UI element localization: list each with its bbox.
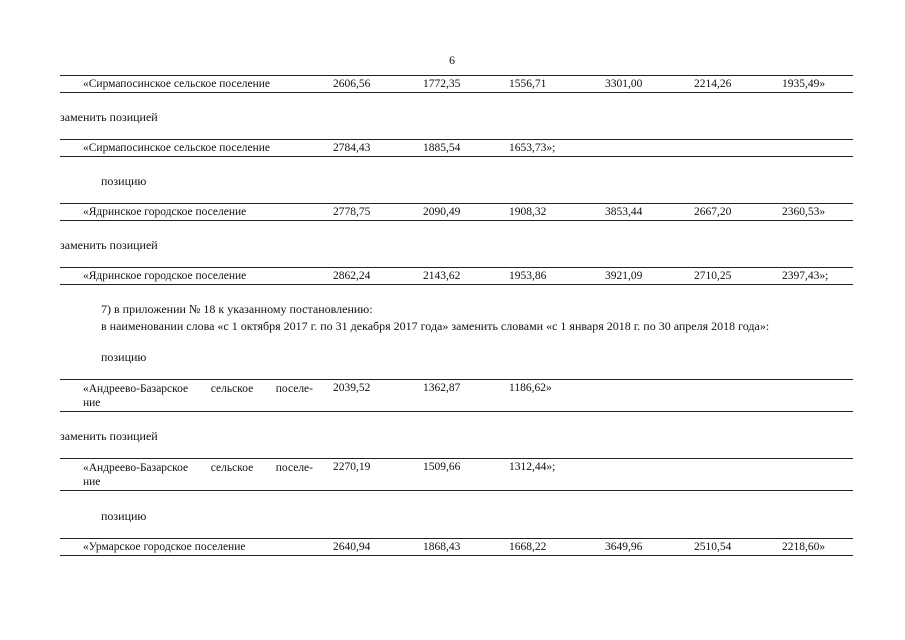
table-rule <box>60 490 853 491</box>
position-label: позицию <box>101 350 147 364</box>
page-number: 6 <box>449 53 455 67</box>
table-rule <box>60 156 853 157</box>
row-value: 1953,86 <box>509 270 547 282</box>
row-name-line: «Андреево-Базарское сельское поселе- <box>83 462 313 474</box>
row-value: 1362,87 <box>423 382 461 394</box>
replace-instruction: заменить позицией <box>60 110 158 124</box>
row-value: 2862,24 <box>333 270 371 282</box>
table-row <box>60 382 853 410</box>
position-label: позицию <box>101 174 147 188</box>
row-value: 1186,62» <box>509 382 552 394</box>
row-value: 1509,66 <box>423 461 461 473</box>
row-value: 2710,25 <box>694 270 732 282</box>
row-value: 2214,26 <box>694 78 732 90</box>
row-name <box>83 382 313 410</box>
row-value: 2667,20 <box>694 206 732 218</box>
table-rule <box>60 458 853 459</box>
table-rule <box>60 267 853 268</box>
row-value: 3649,96 <box>605 541 643 553</box>
row-value: 3853,44 <box>605 206 643 218</box>
table-rule <box>60 203 853 204</box>
row-name-line: «Андреево-Базарское сельское поселе- <box>83 383 313 395</box>
row-value: 2510,54 <box>694 541 732 553</box>
item-7-heading: 7) в приложении № 18 к указанному постановлению: <box>101 302 373 316</box>
table-rule <box>60 284 853 285</box>
row-value: 1885,54 <box>423 142 461 154</box>
row-value: 1556,71 <box>509 78 547 90</box>
table-rule <box>60 555 853 556</box>
row-name-line: ние <box>83 476 101 488</box>
row-name: «Сирмапосинское сельское поселение <box>83 142 270 154</box>
table-rule <box>60 75 853 76</box>
table-row <box>60 461 853 489</box>
row-value: 1868,43 <box>423 541 461 553</box>
row-value: 3921,09 <box>605 270 643 282</box>
row-name: «Сирмапосинское сельское поселение <box>83 78 270 90</box>
table-rule <box>60 220 853 221</box>
row-value: 1908,32 <box>509 206 547 218</box>
position-label: позицию <box>101 509 147 523</box>
row-name: «Ядринское городское поселение <box>83 270 247 282</box>
row-name: «Урмарское городское поселение <box>83 541 246 553</box>
table-row <box>60 78 853 92</box>
row-value: 2784,43 <box>333 142 371 154</box>
item-7-text: в наименовании слова «с 1 октября 2017 г. по 31 декабря 2017 года» заменить словами «с 1 января 2018 г. по 30 апреля 2018 года»: <box>101 319 770 333</box>
replace-instruction: заменить позицией <box>60 429 158 443</box>
row-value: 2039,52 <box>333 382 371 394</box>
table-row <box>60 541 853 555</box>
row-value: 1772,35 <box>423 78 461 90</box>
table-row <box>60 270 853 284</box>
row-value: 2778,75 <box>333 206 371 218</box>
row-value: 3301,00 <box>605 78 643 90</box>
table-rule <box>60 92 853 93</box>
row-value: 1653,73»; <box>509 142 556 154</box>
row-value: 2270,19 <box>333 461 371 473</box>
row-name-line: ние <box>83 397 101 409</box>
table-rule <box>60 411 853 412</box>
row-name: «Ядринское городское поселение <box>83 206 247 218</box>
table-rule <box>60 139 853 140</box>
row-value: 2143,62 <box>423 270 461 282</box>
row-value: 2360,53» <box>782 206 826 218</box>
row-value: 2397,43»; <box>782 270 829 282</box>
table-row <box>60 142 853 156</box>
row-value: 1668,22 <box>509 541 547 553</box>
row-value: 1935,49» <box>782 78 826 90</box>
replace-instruction: заменить позицией <box>60 238 158 252</box>
table-rule <box>60 538 853 539</box>
row-value: 1312,44»; <box>509 461 556 473</box>
row-value: 2218,60» <box>782 541 826 553</box>
row-value: 2606,56 <box>333 78 371 90</box>
row-name <box>83 461 313 489</box>
row-value: 2640,94 <box>333 541 371 553</box>
table-row <box>60 206 853 220</box>
table-rule <box>60 379 853 380</box>
row-value: 2090,49 <box>423 206 461 218</box>
